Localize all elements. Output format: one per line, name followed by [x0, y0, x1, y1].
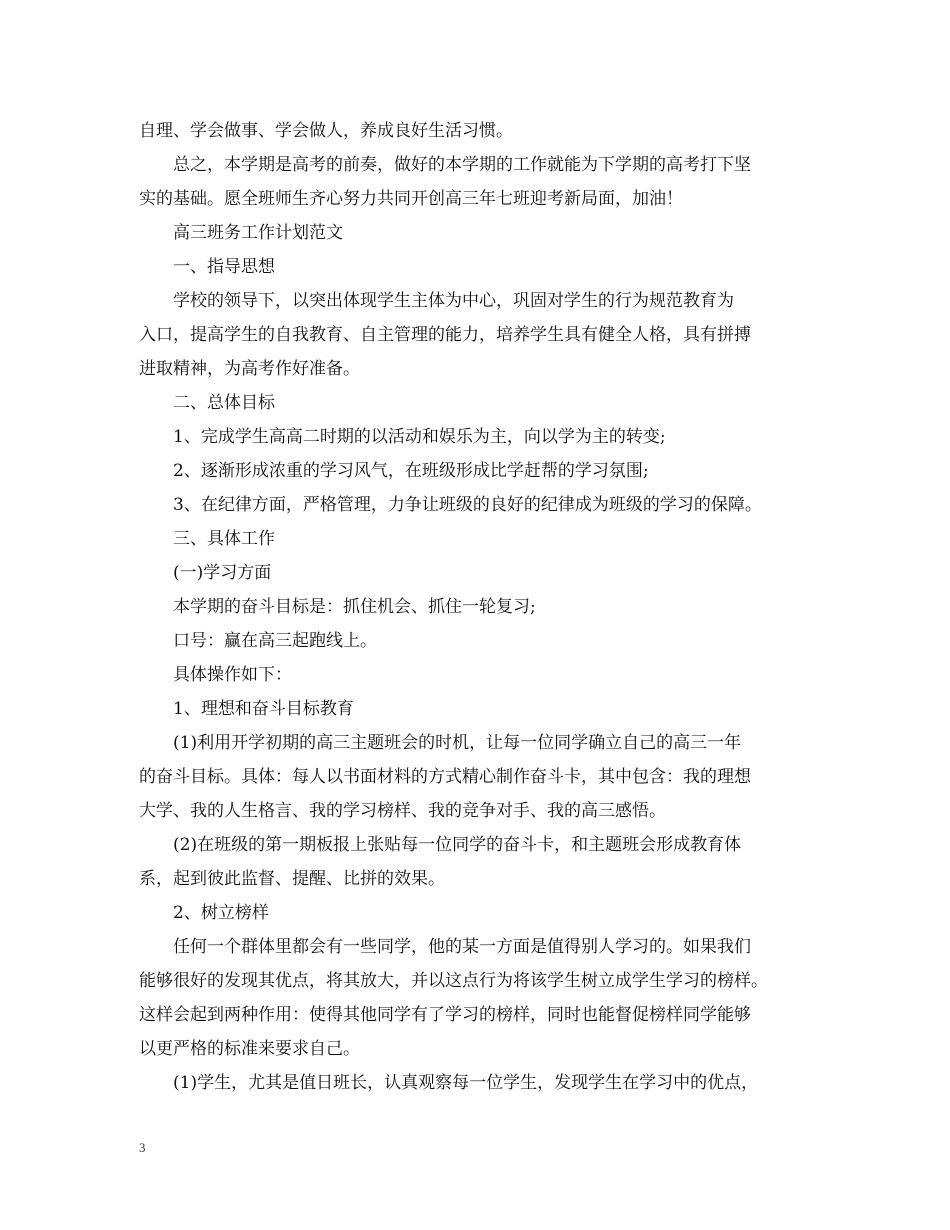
- text-line: 本学期的奋斗目标是：抓住机会、抓住一轮复习;: [173, 597, 536, 617]
- text-line: 口号：赢在高三起跑线上。: [173, 631, 377, 651]
- text-line: (1)学生，尤其是值日班长，认真观察每一位学生，发现学生在学习中的优点，: [173, 1073, 759, 1093]
- text-line: 2、逐渐形成浓重的学习风气，在班级形成比学赶帮的学习氛围;: [173, 461, 649, 481]
- text-line: 的奋斗目标。具体：每人以书面材料的方式精心制作奋斗卡，其中包含：我的理想: [139, 767, 751, 787]
- text-line: 自理、学会做事、学会做人，养成良好生活习惯。: [139, 121, 513, 141]
- text-line: 1、理想和奋斗目标教育: [173, 699, 354, 719]
- text-line: 任何一个群体里都会有一些同学，他的某一方面是值得别人学习的。如果我们: [173, 937, 751, 957]
- text-line: 1、完成学生高高二时期的以活动和娱乐为主，向以学为主的转变;: [173, 427, 666, 447]
- text-line: 具体操作如下：: [173, 665, 292, 685]
- text-line: (2)在班级的第一期板报上张贴每一位同学的奋斗卡，和主题班会形成教育体: [173, 835, 742, 855]
- text-line: 一、指导思想: [173, 257, 275, 277]
- page-number: 3: [139, 1140, 146, 1155]
- text-line: 入口，提高学生的自我教育、自主管理的能力，培养学生具有健全人格，具有拼搏: [139, 325, 751, 345]
- text-line: 以更严格的标准来要求自己。: [139, 1039, 360, 1059]
- text-line: 大学、我的人生格言、我的学习榜样、我的竞争对手、我的高三感悟。: [139, 801, 666, 821]
- text-line: 实的基础。愿全班师生齐心努力共同开创高三年七班迎考新局面，加油！: [139, 189, 683, 209]
- text-line: 进取精神，为高考作好准备。: [139, 359, 360, 379]
- text-line: 3、在纪律方面，严格管理，力争让班级的良好的纪律成为班级的学习的保障。: [173, 495, 762, 515]
- text-line: 学校的领导下，以突出体现学生主体为中心，巩固对学生的行为规范教育为: [173, 291, 734, 311]
- text-line: 三、具体工作: [173, 529, 275, 549]
- text-line: (1)利用开学初期的高三主题班会的时机，让每一位同学确立自己的高三一年: [173, 733, 742, 753]
- text-line: 系，起到彼此监督、提醒、比拼的效果。: [139, 869, 445, 889]
- text-line: 能够很好的发现其优点，将其放大，并以这点行为将该学生树立成学生学习的榜样。: [139, 971, 768, 991]
- text-line: 二、总体目标: [173, 393, 275, 413]
- text-line: 这样会起到两种作用：使得其他同学有了学习的榜样，同时也能督促榜样同学能够: [139, 1005, 751, 1025]
- text-line: 高三班务工作计划范文: [173, 223, 343, 243]
- text-line: (一)学习方面: [173, 563, 272, 583]
- text-line: 总之，本学期是高考的前奏，做好的本学期的工作就能为下学期的高考打下坚: [173, 155, 751, 175]
- text-line: 2、树立榜样: [173, 903, 269, 923]
- document-body: [139, 114, 819, 1100]
